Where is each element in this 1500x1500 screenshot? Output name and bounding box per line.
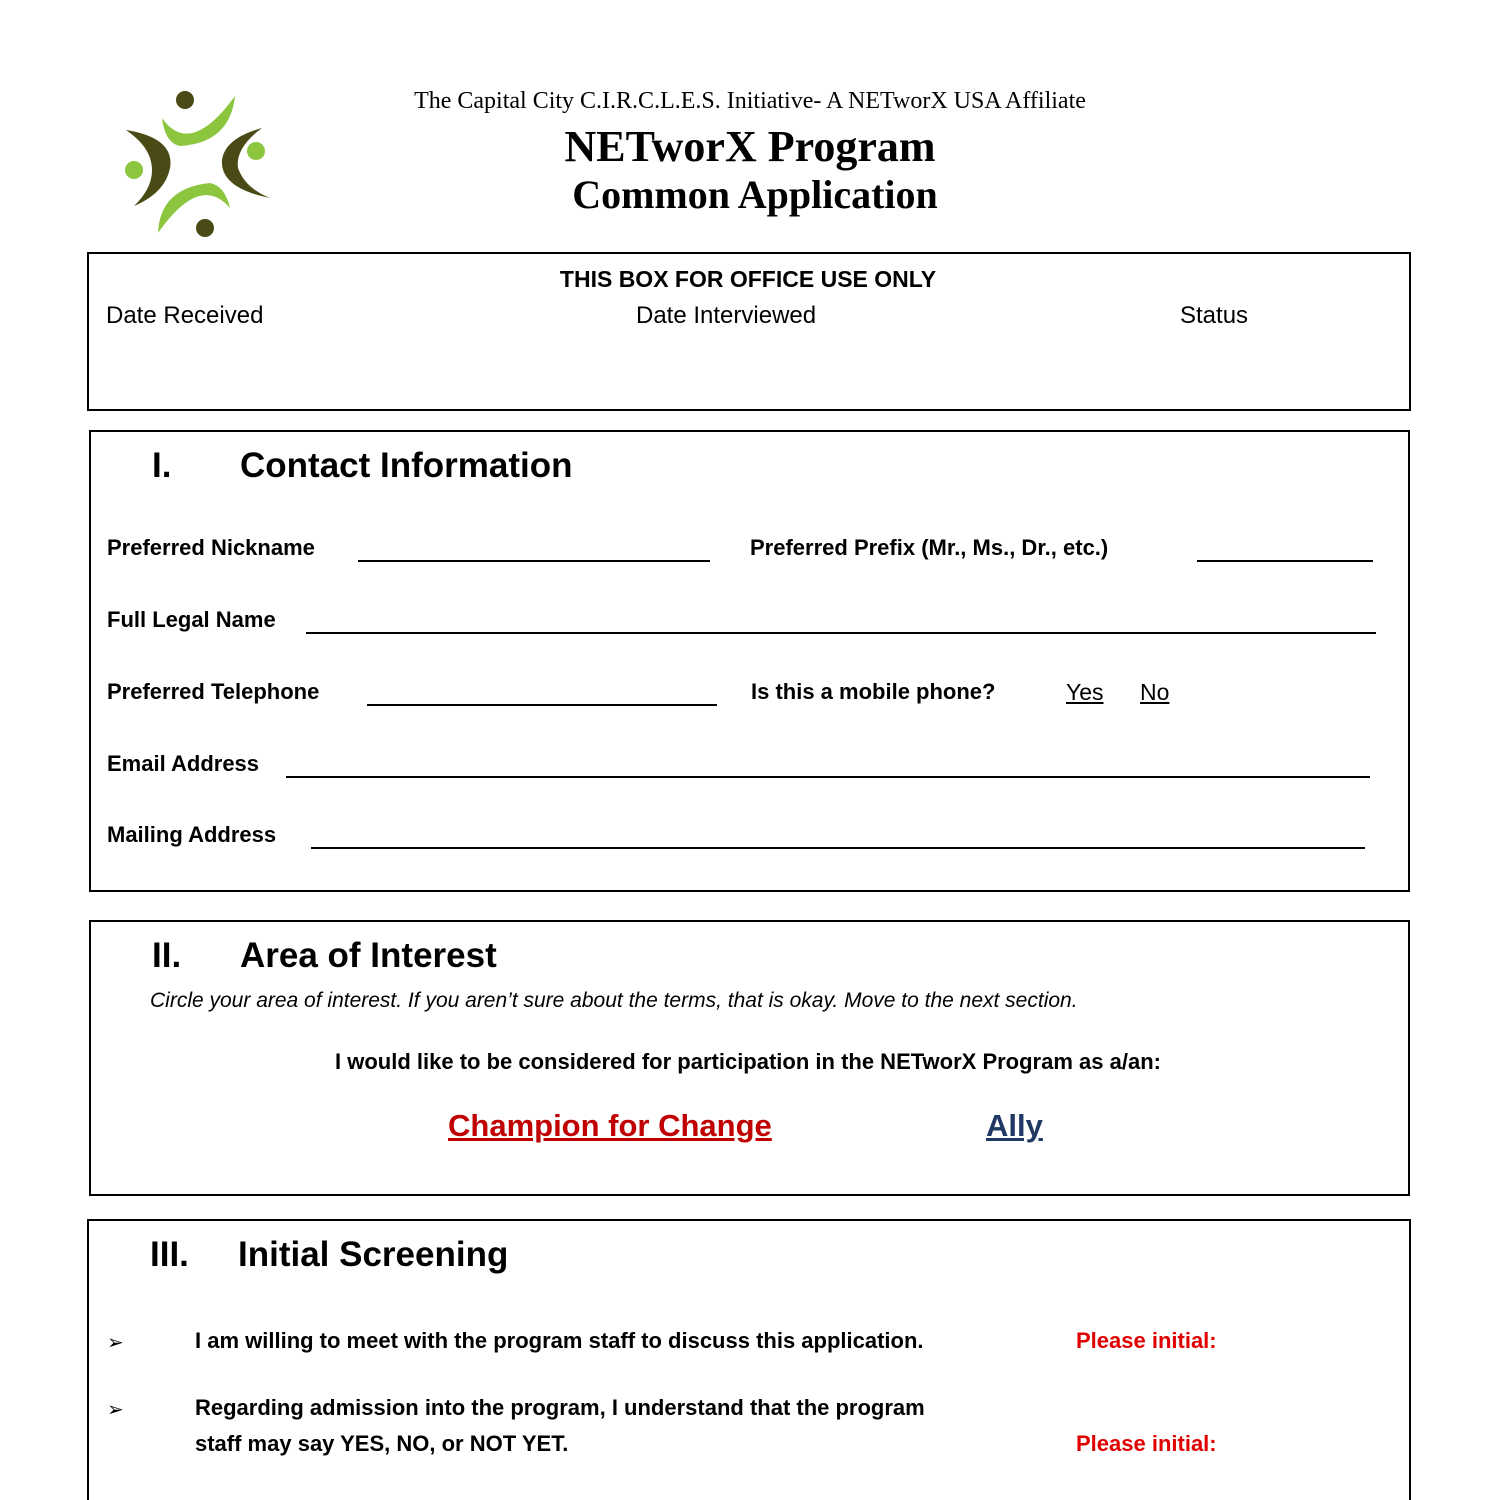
org-line: The Capital City C.I.R.C.L.E.S. Initiative- A NETworX USA Affiliate — [414, 88, 1086, 114]
mobile-question: Is this a mobile phone? — [751, 679, 996, 704]
full-name-field[interactable] — [306, 632, 1376, 634]
document-title: NETworX Program — [564, 122, 936, 171]
arrow-bullet-icon: ➢ — [107, 1332, 124, 1354]
nickname-label: Preferred Nickname — [107, 535, 315, 560]
date-received-label: Date Received — [106, 302, 264, 329]
status-label: Status — [1180, 302, 1249, 329]
email-label: Email Address — [107, 751, 260, 776]
initial-prompt: Please initial: — [1076, 1328, 1217, 1353]
telephone-label: Preferred Telephone — [107, 679, 320, 704]
prefix-label: Preferred Prefix (Mr., Ms., Dr., etc.) — [750, 535, 1109, 560]
full-name-label: Full Legal Name — [107, 607, 276, 632]
section-numeral: I. — [152, 446, 172, 485]
mailing-field[interactable] — [311, 847, 1365, 849]
contact-section — [89, 430, 1410, 892]
office-box-title: THIS BOX FOR OFFICE USE ONLY — [559, 266, 937, 292]
arrow-bullet-icon: ➢ — [107, 1399, 124, 1421]
champion-option[interactable]: Champion for Change — [448, 1108, 772, 1143]
mobile-yes-option[interactable]: Yes — [1066, 679, 1104, 705]
section-heading: Area of Interest — [240, 936, 497, 975]
date-interviewed-label: Date Interviewed — [636, 302, 817, 329]
telephone-field[interactable] — [367, 704, 717, 706]
mobile-no-option[interactable]: No — [1140, 679, 1170, 705]
screening-item-text: Regarding admission into the program, I understand that the program — [195, 1395, 925, 1420]
section-heading: Contact Information — [240, 446, 573, 485]
nickname-field[interactable] — [358, 560, 710, 562]
mailing-label: Mailing Address — [107, 822, 277, 847]
initial-prompt: Please initial: — [1076, 1431, 1217, 1456]
section-heading: Initial Screening — [238, 1235, 509, 1274]
document-subtitle: Common Application — [572, 172, 938, 217]
interest-prompt: I would like to be considered for participation in the NETworX Program as a/an: — [335, 1049, 1161, 1074]
ally-option[interactable]: Ally — [986, 1108, 1043, 1143]
email-field[interactable] — [286, 776, 1370, 778]
screening-item-text: staff may say YES, NO, or NOT YET. — [195, 1431, 569, 1456]
section-numeral: II. — [152, 936, 182, 975]
screening-item-text: I am willing to meet with the program staff to discuss this application. — [195, 1328, 924, 1353]
prefix-field[interactable] — [1197, 560, 1373, 562]
section-numeral: III. — [150, 1235, 189, 1274]
interest-instruction: Circle your area of interest. If you aren’t sure about the terms, that is okay. Move to the next section. — [150, 989, 1078, 1012]
